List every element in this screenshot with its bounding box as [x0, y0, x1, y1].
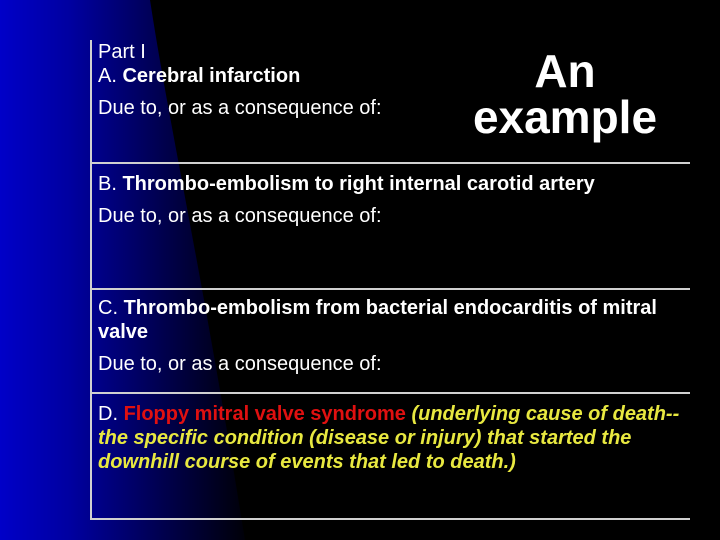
cause-b-text: Thrombo-embolism to right internal carotid artery [122, 173, 595, 195]
cause-a-due: Due to, or as a consequence of: [98, 97, 382, 119]
cause-c-box [90, 290, 690, 394]
cause-b-line [98, 173, 595, 195]
cause-b-letter: B. [98, 173, 117, 195]
example-line-2: example [472, 91, 658, 143]
cause-a-text: Cerebral infarction [122, 65, 301, 87]
cause-c-text: Thrombo-embolism from bacterial endocarditis of mitral valve [98, 297, 657, 343]
cause-c-line [98, 297, 657, 343]
cause-d-line [98, 403, 679, 473]
cause-c-letter: C. [98, 297, 118, 319]
cause-a-letter: A. [98, 65, 117, 87]
cause-c-due: Due to, or as a consequence of: [98, 353, 382, 375]
cause-b-due: Due to, or as a consequence of: [98, 205, 382, 227]
part-label: Part I [98, 41, 146, 63]
cause-b-box [90, 164, 690, 290]
cause-d-letter: D. [98, 403, 118, 425]
an-example-heading [465, 45, 665, 143]
cause-d-box [90, 394, 690, 520]
example-line-1: An [534, 45, 596, 97]
cause-d-explanation: (underlying cause of death-- the specific condition (disease or injury) that started the downhill course of events that led to death.) [98, 403, 680, 473]
cause-d-condition: Floppy mitral valve syndrome [123, 403, 406, 425]
